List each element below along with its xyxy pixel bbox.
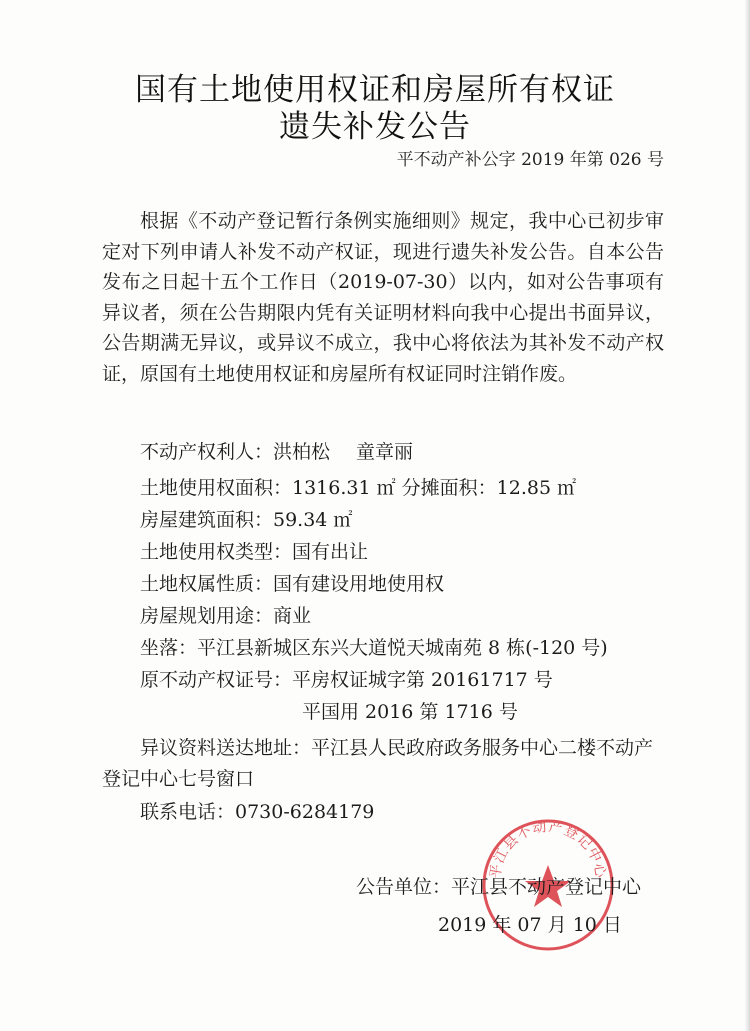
issuing-unit: 公告单位：平江县不动产登记中心 — [356, 876, 642, 898]
land-type-line: 土地使用权类型：国有出让 — [140, 541, 369, 563]
owner-line — [140, 437, 413, 467]
orig-cert-line: 原不动产权证号：平房权证城字第 20161717 号 — [140, 669, 553, 691]
owner-name-1: 洪柏松 — [273, 441, 331, 463]
owner-name-2: 童章丽 — [356, 441, 414, 463]
page-edge — [744, 0, 750, 1031]
location-line: 坐落：平江县新城区东兴大道悦天城南苑 8 栋(-120 号) — [140, 637, 608, 659]
usage-line: 房屋规划用途：商业 — [140, 605, 312, 627]
owner-label: 不动产权利人： — [140, 441, 274, 463]
orig-cert-line-2: 平国用 2016 第 1716 号 — [302, 701, 518, 723]
title-line-2: 遗失补发公告 — [279, 109, 471, 145]
issue-date: 2019 年 07 月 10 日 — [438, 914, 622, 936]
document-number: 平不动产补公字 2019 年第 026 号 — [396, 150, 664, 170]
phone-line: 联系电话：0730-6284179 — [140, 801, 375, 823]
building-area-line: 房屋建筑面积：59.34 ㎡ — [140, 509, 353, 531]
title-line-1: 国有土地使用权证和房屋所有权证 — [135, 72, 615, 108]
land-nature-line: 土地权属性质：国有建设用地使用权 — [140, 573, 445, 595]
seal-arc-text: 平江县不动产登记中心 — [487, 818, 609, 880]
land-area-line: 土地使用权面积：1316.31 ㎡ 分摊面积：12.85 ㎡ — [140, 477, 577, 499]
body-paragraph: 根据《不动产登记暂行条例实施细则》规定，我中心已初步审定对下列申请人补发不动产权证，现进行遗失补发公告。自本公告发布之日起十五个工作日（2019-07-30）以内，如对公告事项有异议者，须在公告期限内凭有关证明材料向我中心提出书面异议，公告期满无异议，或异议不成立，我中心将依法为其补发不动产权证，原国有土地使用权证和房屋所有权证同时注销作废。 — [102, 210, 664, 385]
objection-address: 异议资料送达地址：平江县人民政府政务服务中心二楼不动产登记中心七号窗口 — [102, 737, 654, 790]
